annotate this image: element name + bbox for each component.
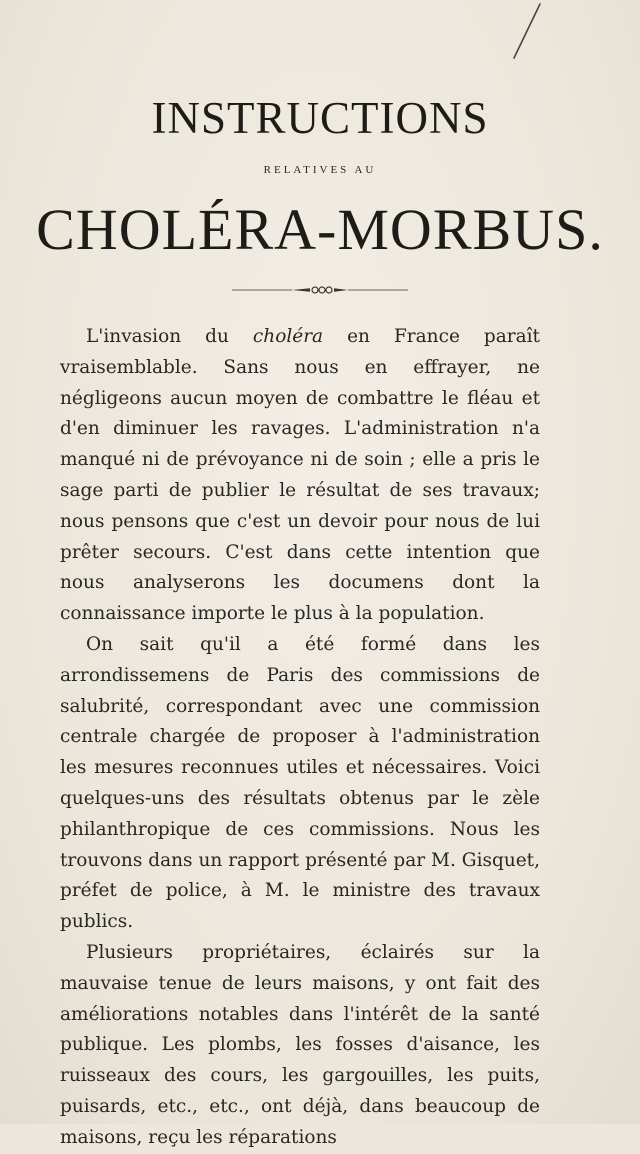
document-title: INSTRUCTIONS — [151, 93, 489, 143]
paragraph-1-start: L'invasion du — [86, 326, 253, 347]
paragraph-3: Plusieurs propriétaires, éclairés sur la mauvaise tenue de leurs maisons, y ont fait des améliorations notables dans l'intérêt de la santé publique. Les plombs, les fosses d'aisance, les ruisseaux des cours, les gargouilles, les puits, puisards, etc., etc., ont déjà, dans beaucoup de maisons, reçu les réparations — [60, 941, 540, 1148]
paragraph-2: On sait qu'il a été formé dans les arrondissemens de Paris des commissions de salubrité, correspondant avec une commission centrale chargée de proposer à l'administration les mesures reconnues utiles et nécessaires. Voici quelques-uns des résultats obtenus par le zèle philanthropique de ces commissions. Nous les trouvons dans un rapport présenté par M. Gisquet, préfet de police, à M. le ministre des travaux publics. — [60, 633, 540, 933]
document-main-title: CHOLÉRA-MORBUS. — [36, 197, 604, 262]
paragraph-1-rest: en France paraît vraisemblable. Sans nous en effrayer, ne négligeons aucun moyen de combattre le fléau et d'en diminuer les ravages. L'administration n'a manqué ni de prévoyance ni de soin ; elle a pris le sage parti de publier le résultat de ses travaux; nous pensons que c'est un devoir pour nous de lui prêter secours. C'est dans cette intention que nous analyserons les documens dont la connaissance importe le plus à la population. — [60, 326, 540, 625]
document-subtitle: RELATIVES AU — [263, 164, 377, 176]
paragraph-1-emphasis: choléra — [252, 326, 324, 347]
paragraph-1 — [60, 322, 540, 630]
body-text — [60, 322, 540, 1154]
ornament-divider — [232, 284, 408, 296]
pencil-slash-mark — [506, 2, 546, 60]
